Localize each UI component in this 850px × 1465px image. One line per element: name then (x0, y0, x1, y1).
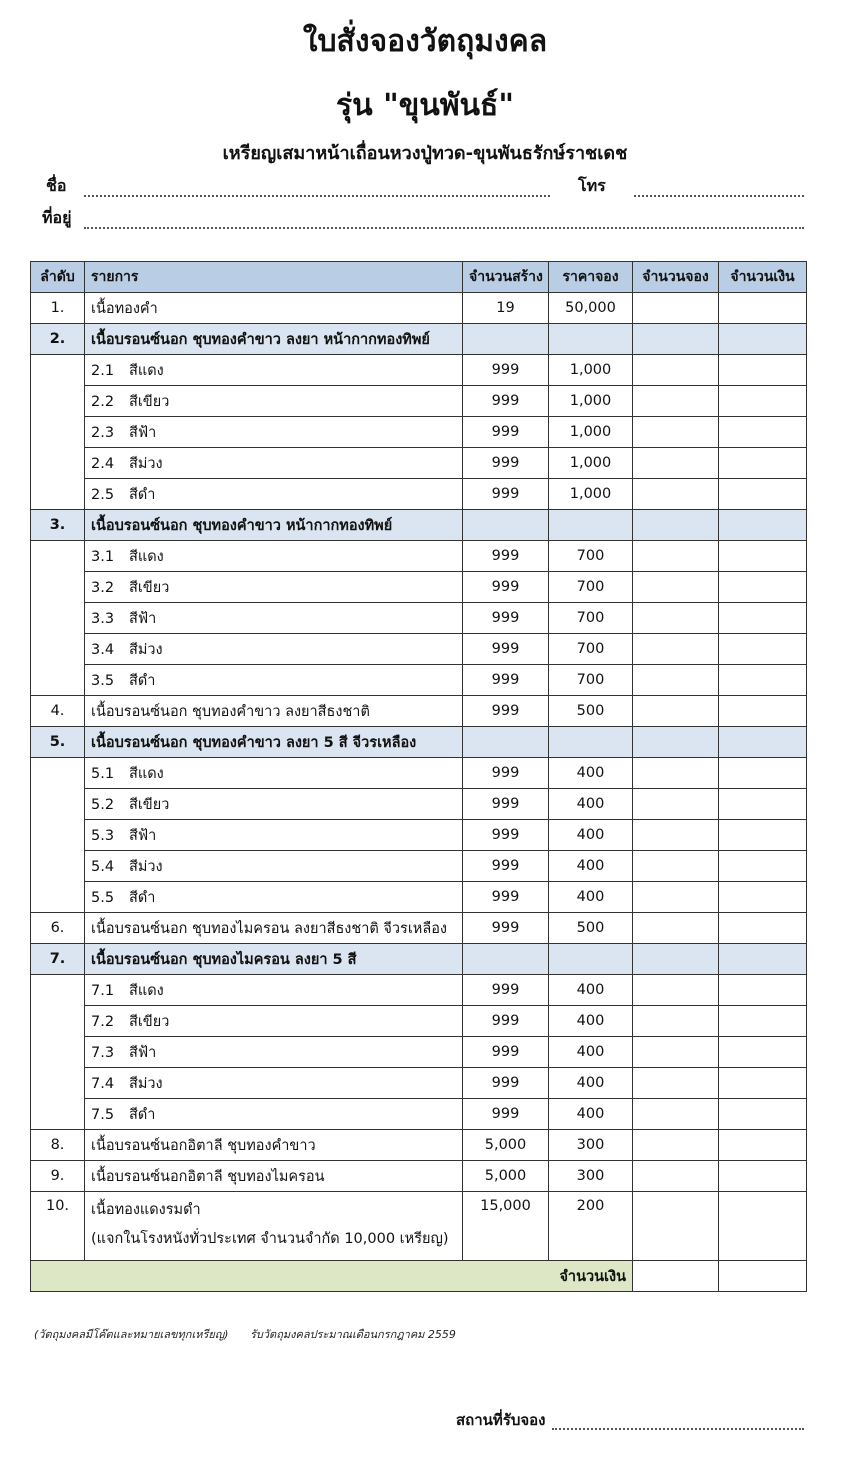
table-row (31, 758, 807, 789)
order-quantity-cell[interactable] (633, 975, 719, 1006)
total-row (31, 1261, 807, 1292)
item-name (85, 634, 463, 665)
amount-cell[interactable] (719, 913, 807, 944)
item-name (85, 820, 463, 851)
sub-number: 2.4 (91, 455, 115, 472)
row-number: 5. (31, 727, 85, 758)
row-number-empty (31, 386, 85, 417)
item-name (85, 355, 463, 386)
item-name (85, 572, 463, 603)
blank-cell (549, 727, 633, 758)
row-number-empty (31, 479, 85, 510)
pickup-place-label: สถานที่รับจอง (456, 1411, 546, 1429)
amount-cell[interactable] (719, 293, 807, 324)
price: 400 (549, 851, 633, 882)
price: 700 (549, 572, 633, 603)
header-quantity-made: จำนวนสร้าง (463, 262, 549, 293)
item-name (85, 975, 463, 1006)
amount-cell[interactable] (719, 1130, 807, 1161)
form-title: ใบสั่งจองวัตถุมงคล (302, 24, 548, 59)
price: 1,000 (549, 386, 633, 417)
price: 400 (549, 758, 633, 789)
row-number-empty (31, 975, 85, 1006)
amount-cell[interactable] (719, 541, 807, 572)
order-quantity-cell[interactable] (633, 355, 719, 386)
table-row (31, 386, 807, 417)
amount-cell[interactable] (719, 696, 807, 727)
row-number: 8. (31, 1130, 85, 1161)
order-quantity-cell[interactable] (633, 758, 719, 789)
footnote-receive: รับวัตถุมงคลประมาณเดือนกรกฎาคม 2559 (249, 1328, 456, 1341)
order-quantity-cell[interactable] (633, 851, 719, 882)
table-row (31, 1161, 807, 1192)
blank-cell (549, 510, 633, 541)
price: 500 (549, 696, 633, 727)
quantity-made: 999 (463, 479, 549, 510)
address-label: ที่อยู่ (42, 208, 72, 227)
row-number-empty (31, 417, 85, 448)
blank-cell (549, 944, 633, 975)
sub-name: สีเขียว (129, 579, 170, 596)
order-quantity-cell[interactable] (633, 913, 719, 944)
order-quantity-cell[interactable] (633, 820, 719, 851)
row-number: 7. (31, 944, 85, 975)
group-name: เนื้อบรอนซ์นอก ชุบทองคำขาว หน้ากากทองทิพย์ (85, 510, 463, 541)
order-quantity-cell[interactable] (633, 293, 719, 324)
sub-number: 5.2 (91, 796, 115, 813)
row-number-empty (31, 603, 85, 634)
table-row (31, 665, 807, 696)
quantity-made: 999 (463, 386, 549, 417)
amount-cell[interactable] (719, 448, 807, 479)
header-item: รายการ (85, 262, 463, 293)
item-note: (แจกในโรงหนังทั่วประเทศ จำนวนจำกัด 10,000 เหรียญ) (91, 1231, 449, 1247)
blank-cell (463, 510, 549, 541)
group-row (31, 727, 807, 758)
sub-name: สีม่วง (129, 641, 163, 658)
quantity-made: 19 (463, 293, 549, 324)
item-name (85, 851, 463, 882)
item-name (85, 1099, 463, 1130)
price: 200 (549, 1192, 633, 1261)
price: 300 (549, 1161, 633, 1192)
price: 1,000 (549, 448, 633, 479)
quantity-made: 999 (463, 572, 549, 603)
item-name (85, 758, 463, 789)
quantity-made: 15,000 (463, 1192, 549, 1261)
amount-cell[interactable] (719, 789, 807, 820)
footnote (34, 1325, 474, 1343)
order-quantity-cell[interactable] (633, 572, 719, 603)
quantity-made: 999 (463, 1037, 549, 1068)
table-row (31, 789, 807, 820)
row-number: 4. (31, 696, 85, 727)
sub-name: สีม่วง (129, 1075, 163, 1092)
table-row (31, 696, 807, 727)
row-number-empty (31, 1006, 85, 1037)
sub-number: 7.5 (91, 1106, 115, 1123)
order-quantity-cell[interactable] (633, 541, 719, 572)
blank-cell (463, 324, 549, 355)
sub-number: 5.5 (91, 889, 115, 906)
order-quantity-cell[interactable] (633, 417, 719, 448)
table-row (31, 1192, 807, 1261)
price: 1,000 (549, 479, 633, 510)
table-row (31, 975, 807, 1006)
amount-cell[interactable] (719, 324, 807, 355)
quantity-made: 999 (463, 975, 549, 1006)
price: 700 (549, 634, 633, 665)
item-name (85, 603, 463, 634)
sub-number: 2.3 (91, 424, 115, 441)
order-quantity-cell[interactable] (633, 1161, 719, 1192)
item-name: เนื้อทองคำ (85, 293, 463, 324)
quantity-made: 999 (463, 448, 549, 479)
sub-number: 7.3 (91, 1044, 115, 1061)
group-row (31, 324, 807, 355)
table-row (31, 603, 807, 634)
table-row (31, 882, 807, 913)
item-name (85, 665, 463, 696)
row-number-empty (31, 665, 85, 696)
order-quantity-cell[interactable] (633, 1192, 719, 1261)
row-number-empty (31, 1099, 85, 1130)
form-description: เหรียญเสมาหน้าเถื่อนหวงปู่ทวด-ขุนพันธรักษ์ราชเดช (222, 143, 628, 164)
amount-cell[interactable] (719, 882, 807, 913)
order-quantity-cell[interactable] (633, 727, 719, 758)
item-name (85, 1037, 463, 1068)
sub-number: 7.2 (91, 1013, 115, 1030)
footnote-code: (วัตถุมงคลมีโค๊ตและหมายเลขทุกเหรียญ) (34, 1328, 229, 1341)
price: 400 (549, 820, 633, 851)
order-quantity-cell[interactable] (633, 1130, 719, 1161)
total-amount-cell[interactable] (719, 1261, 807, 1292)
amount-cell[interactable] (719, 975, 807, 1006)
quantity-made: 5,000 (463, 1130, 549, 1161)
sub-name: สีดำ (129, 486, 156, 503)
item-name (85, 479, 463, 510)
table-row (31, 293, 807, 324)
quantity-made: 999 (463, 758, 549, 789)
row-number: 9. (31, 1161, 85, 1192)
sub-name: สีม่วง (129, 455, 163, 472)
pickup-place-field[interactable] (552, 1428, 804, 1430)
price: 400 (549, 882, 633, 913)
quantity-made: 999 (463, 882, 549, 913)
table-row (31, 355, 807, 386)
row-number-empty (31, 820, 85, 851)
quantity-made: 999 (463, 603, 549, 634)
price: 500 (549, 913, 633, 944)
group-name: เนื้อบรอนซ์นอก ชุบทองคำขาว ลงยา 5 สี จีวรเหลือง (85, 727, 463, 758)
amount-cell[interactable] (719, 1161, 807, 1192)
amount-cell[interactable] (719, 355, 807, 386)
sub-name: สีม่วง (129, 858, 163, 875)
amount-cell[interactable] (719, 1192, 807, 1261)
quantity-made: 999 (463, 634, 549, 665)
sub-name: สีแดง (129, 548, 164, 565)
amount-cell[interactable] (719, 417, 807, 448)
table-row (31, 448, 807, 479)
total-order-cell[interactable] (633, 1261, 719, 1292)
price: 700 (549, 541, 633, 572)
order-quantity-cell[interactable] (633, 603, 719, 634)
header-row (31, 262, 807, 293)
table-row (31, 820, 807, 851)
table-row (31, 851, 807, 882)
header-price: ราคาจอง (549, 262, 633, 293)
quantity-made: 999 (463, 1006, 549, 1037)
amount-cell[interactable] (719, 510, 807, 541)
row-number-empty (31, 572, 85, 603)
price: 1,000 (549, 417, 633, 448)
sub-name: สีฟ้า (129, 827, 157, 844)
amount-cell[interactable] (719, 634, 807, 665)
row-number: 1. (31, 293, 85, 324)
order-quantity-cell[interactable] (633, 1099, 719, 1130)
row-number: 2. (31, 324, 85, 355)
order-quantity-cell[interactable] (633, 448, 719, 479)
table-row (31, 479, 807, 510)
order-quantity-cell[interactable] (633, 634, 719, 665)
address-field[interactable] (84, 227, 804, 229)
item-name: เนื้อบรอนซ์นอกอิตาลี ชุบทองไมครอน (85, 1161, 463, 1192)
row-number: 3. (31, 510, 85, 541)
price: 400 (549, 1099, 633, 1130)
table-row (31, 634, 807, 665)
total-label: จำนวนเงิน (31, 1261, 633, 1292)
sub-number: 5.3 (91, 827, 115, 844)
sub-number: 3.3 (91, 610, 115, 627)
blank-cell (549, 324, 633, 355)
sub-name: สีฟ้า (129, 1044, 157, 1061)
phone-label: โทร (578, 176, 606, 195)
item-name (85, 789, 463, 820)
name-label: ชื่อ (46, 176, 67, 195)
sub-number: 7.4 (91, 1075, 115, 1092)
order-quantity-cell[interactable] (633, 1006, 719, 1037)
form-subtitle: รุ่น "ขุนพันธ์" (336, 88, 514, 123)
table-row (31, 913, 807, 944)
item-name (85, 541, 463, 572)
amount-cell[interactable] (719, 665, 807, 696)
order-table (30, 261, 807, 1292)
price: 400 (549, 1006, 633, 1037)
price: 400 (549, 1037, 633, 1068)
table-row (31, 1130, 807, 1161)
table-row (31, 1037, 807, 1068)
sub-number: 5.4 (91, 858, 115, 875)
quantity-made: 999 (463, 913, 549, 944)
amount-cell[interactable] (719, 758, 807, 789)
name-field[interactable] (84, 195, 550, 197)
order-quantity-cell[interactable] (633, 386, 719, 417)
header-order-quantity: จำนวนจอง (633, 262, 719, 293)
amount-cell[interactable] (719, 1068, 807, 1099)
group-row (31, 944, 807, 975)
row-number-empty (31, 789, 85, 820)
order-quantity-cell[interactable] (633, 944, 719, 975)
amount-cell[interactable] (719, 820, 807, 851)
item-name (85, 1068, 463, 1099)
order-quantity-cell[interactable] (633, 1068, 719, 1099)
sub-number: 2.5 (91, 486, 115, 503)
order-quantity-cell[interactable] (633, 665, 719, 696)
row-number-empty (31, 1037, 85, 1068)
sub-name: สีฟ้า (129, 424, 157, 441)
price: 400 (549, 789, 633, 820)
table-row (31, 1068, 807, 1099)
row-number: 10. (31, 1192, 85, 1261)
price: 400 (549, 975, 633, 1006)
sub-name: สีดำ (129, 672, 156, 689)
amount-cell[interactable] (719, 851, 807, 882)
price: 700 (549, 665, 633, 696)
amount-cell[interactable] (719, 386, 807, 417)
quantity-made: 999 (463, 820, 549, 851)
row-number-empty (31, 448, 85, 479)
item-name (85, 1192, 463, 1261)
row-number-empty (31, 882, 85, 913)
sub-name: สีเขียว (129, 1013, 170, 1030)
sub-name: สีเขียว (129, 796, 170, 813)
row-number-empty (31, 355, 85, 386)
sub-name: สีดำ (129, 889, 156, 906)
quantity-made: 999 (463, 851, 549, 882)
sub-number: 3.1 (91, 548, 115, 565)
sub-name: สีแดง (129, 982, 164, 999)
quantity-made: 999 (463, 696, 549, 727)
price: 50,000 (549, 293, 633, 324)
table-row (31, 417, 807, 448)
row-number-empty (31, 541, 85, 572)
price: 300 (549, 1130, 633, 1161)
amount-cell[interactable] (719, 603, 807, 634)
amount-cell[interactable] (719, 1006, 807, 1037)
amount-cell[interactable] (719, 572, 807, 603)
item-name: เนื้อบรอนซ์นอก ชุบทองไมครอน ลงยาสีธงชาติ จีวรเหลือง (85, 913, 463, 944)
sub-number: 7.1 (91, 982, 115, 999)
order-quantity-cell[interactable] (633, 1037, 719, 1068)
blank-cell (463, 944, 549, 975)
row-number-empty (31, 634, 85, 665)
row-number-empty (31, 1068, 85, 1099)
row-number-empty (31, 851, 85, 882)
order-quantity-cell[interactable] (633, 882, 719, 913)
quantity-made: 999 (463, 1099, 549, 1130)
header-no: ลำดับ (31, 262, 85, 293)
order-quantity-cell[interactable] (633, 789, 719, 820)
item-name: เนื้อบรอนซ์นอกอิตาลี ชุบทองคำขาว (85, 1130, 463, 1161)
item-name (85, 882, 463, 913)
sub-number: 3.4 (91, 641, 115, 658)
amount-cell[interactable] (719, 1037, 807, 1068)
sub-name: สีดำ (129, 1106, 156, 1123)
item-name (85, 417, 463, 448)
row-number: 6. (31, 913, 85, 944)
quantity-made: 999 (463, 665, 549, 696)
price: 1,000 (549, 355, 633, 386)
item-name (85, 1006, 463, 1037)
amount-cell[interactable] (719, 727, 807, 758)
header-amount: จำนวนเงิน (719, 262, 807, 293)
order-quantity-cell[interactable] (633, 324, 719, 355)
sub-number: 5.1 (91, 765, 115, 782)
table-row (31, 572, 807, 603)
order-quantity-cell[interactable] (633, 479, 719, 510)
item-name: เนื้อบรอนซ์นอก ชุบทองคำขาว ลงยาสีธงชาติ (85, 696, 463, 727)
row-number-empty (31, 758, 85, 789)
table-row (31, 1099, 807, 1130)
order-quantity-cell[interactable] (633, 510, 719, 541)
sub-name: สีแดง (129, 362, 164, 379)
table-row (31, 541, 807, 572)
amount-cell[interactable] (719, 479, 807, 510)
sub-number: 2.1 (91, 362, 115, 379)
quantity-made: 999 (463, 355, 549, 386)
item-name (85, 448, 463, 479)
quantity-made: 999 (463, 789, 549, 820)
price: 400 (549, 1068, 633, 1099)
group-name: เนื้อบรอนซ์นอก ชุบทองไมครอน ลงยา 5 สี (85, 944, 463, 975)
quantity-made: 5,000 (463, 1161, 549, 1192)
group-row (31, 510, 807, 541)
blank-cell (463, 727, 549, 758)
item-title: เนื้อทองแดงรมดำ (91, 1202, 201, 1218)
price: 700 (549, 603, 633, 634)
table-row (31, 1006, 807, 1037)
order-quantity-cell[interactable] (633, 696, 719, 727)
sub-name: สีแดง (129, 765, 164, 782)
quantity-made: 999 (463, 417, 549, 448)
sub-name: สีเขียว (129, 393, 170, 410)
quantity-made: 999 (463, 541, 549, 572)
item-name (85, 386, 463, 417)
amount-cell[interactable] (719, 944, 807, 975)
group-name: เนื้อบรอนซ์นอก ชุบทองคำขาว ลงยา หน้ากากทองทิพย์ (85, 324, 463, 355)
sub-number: 3.5 (91, 672, 115, 689)
amount-cell[interactable] (719, 1099, 807, 1130)
sub-name: สีฟ้า (129, 610, 157, 627)
sub-number: 2.2 (91, 393, 115, 410)
sub-number: 3.2 (91, 579, 115, 596)
quantity-made: 999 (463, 1068, 549, 1099)
phone-field[interactable] (634, 195, 804, 197)
